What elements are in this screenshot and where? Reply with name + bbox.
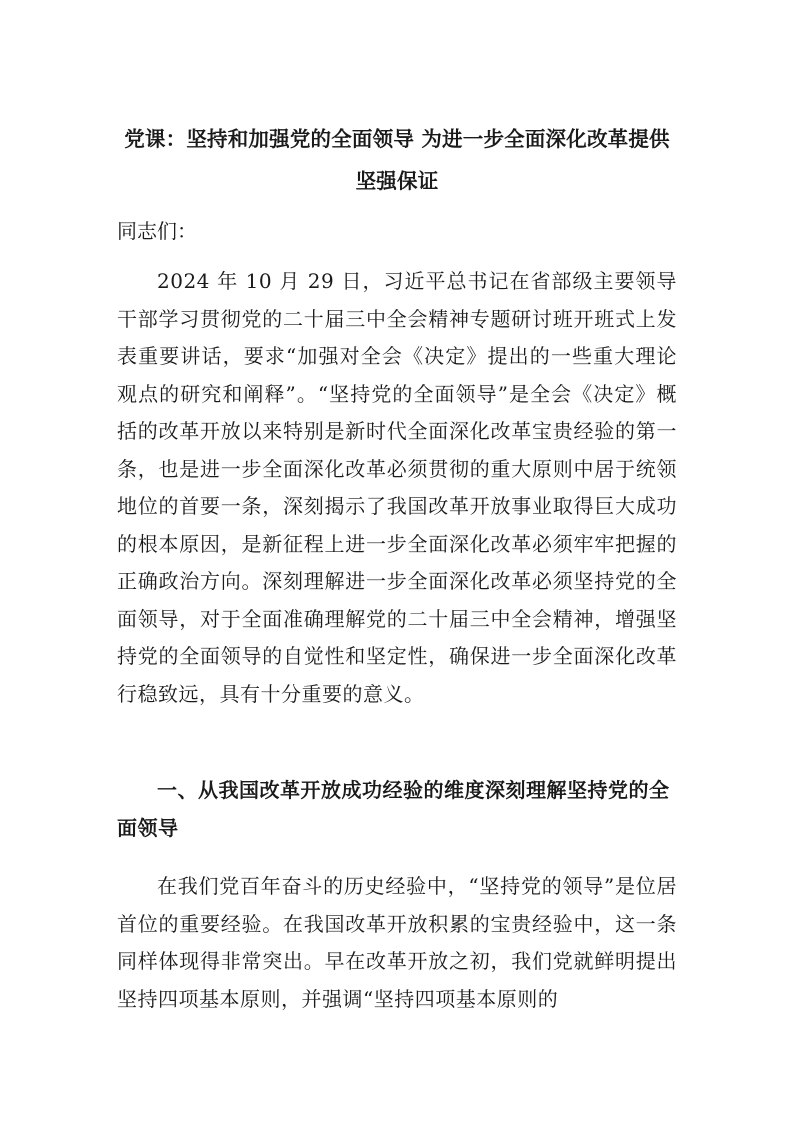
section-heading-1: 一、从我国改革开放成功经验的维度深刻理解坚持党的全面领导 [117, 778, 670, 840]
document-title: 党课：坚持和加强党的全面领导 为进一步全面深化改革提供坚强保证 [124, 127, 670, 193]
paragraph-intro: 2024 年 10 月 29 日，习近平总书记在省部级主要领导干部学习贯彻党的二十届三中全会精神专题研讨班开班式上发表重要讲话，要求“加强对全会《决定》提出的一些重大理论观点的研究和阐释”。“坚持党的全面领导”是全会《决定》概括的改革开放以来特别是新时代全面深化改革宝贵经验的第一条，也是进一步全面深化改革必须贯彻的重大原则中居于统领地位的首要一条，深刻揭示了我国改革开放事业取得巨大成功的根本原因，是新征程上进一步全面深化改革必须牢牢把握的正确政治方向。深刻理解进一步全面深化改革必须坚持党的全面领导，对于全面准确理解党的二十届三中全会精神，增强坚持党的全面领导的自觉性和坚定性，确保进一步全面深化改革行稳致远，具有十分重要的意义。 [117, 269, 677, 706]
greeting: 同志们： [117, 219, 197, 243]
paragraph-section-1: 在我们党百年奋斗的历史经验中，“坚持党的领导”是位居首位的重要经验。在我国改革开放积累的宝贵经验中，这一条同样体现得非常突出。早在改革开放之初，我们党就鲜明提出坚持四项基本原则，并强调“坚持四项基本原则的 [117, 874, 677, 1011]
